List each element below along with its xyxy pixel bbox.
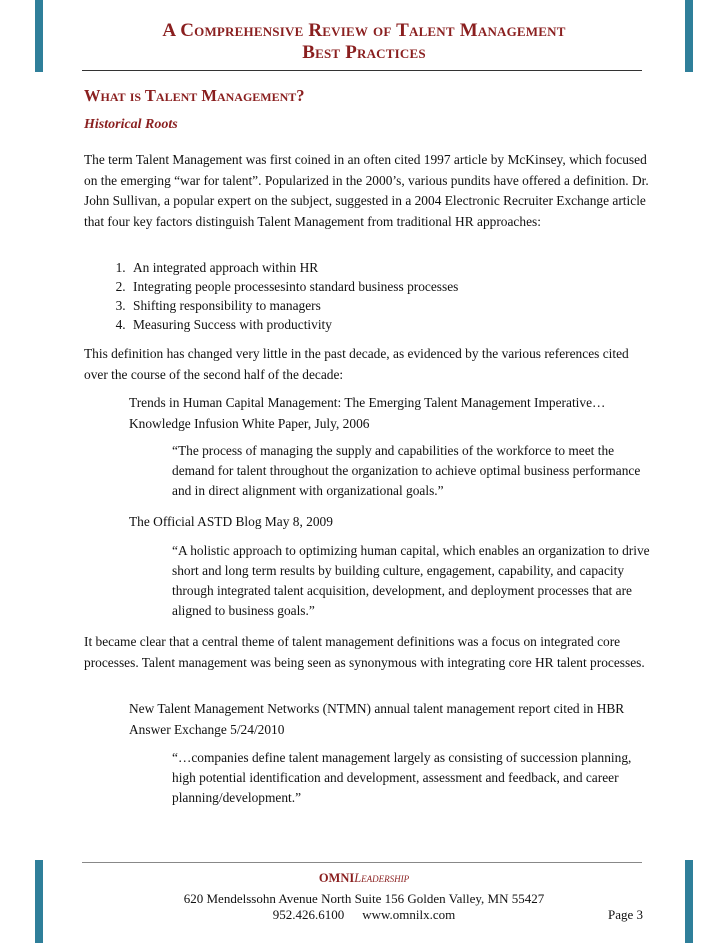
footer-address: 620 Mendelssohn Avenue North Suite 156 Golden Valley, MN 55427 — [183, 891, 545, 906]
footer-logo — [0, 871, 728, 886]
subheading: Historical Roots — [84, 117, 178, 132]
list-item: 2. Integrating people processesinto standard business processes — [129, 277, 689, 296]
footer-phone: 952.426.6100 — [272, 907, 345, 922]
key-factors-list — [84, 258, 689, 334]
definition-paragraph: This definition has changed very little in the past decade, as evidenced by the various references cited over the course of the second half of the decade: — [84, 346, 629, 382]
list-item: 1. An integrated approach within HR — [129, 258, 689, 277]
intro-paragraph: The term Talent Management was first coined in an often cited 1997 article by McKinsey, which focused on the emerging “war for talent”. Popularized in the 2000’s, various pundits have offered a definition. Dr. John Sullivan, a popular expert on the subject, suggested in a 2004 Electronic Recruiter Exchange article that four key factors distinguish Talent Management from traditional HR approaches: — [84, 152, 649, 229]
section-heading: What is Talent Management? — [84, 86, 305, 105]
quote-block: “…companies define talent management largely as consisting of succession planning, high potential identification and development, assessment and feedback, and career planning/development.” — [172, 750, 632, 805]
page-number: Page 3 — [608, 907, 644, 922]
document-title-line2: Best Practices — [302, 42, 426, 63]
footer-website[interactable]: www.omnilx.com — [362, 907, 456, 922]
header-accent-bar-left — [35, 0, 43, 72]
theme-paragraph: It became clear that a central theme of talent management definitions was a focus on integrated core processes. Talent management was being seen as synonymous with integrating core HR talent processes. — [84, 634, 645, 670]
document-title — [80, 20, 648, 64]
header-divider — [82, 70, 642, 71]
footer-divider — [82, 862, 642, 863]
logo-leadership-text: Leadership — [354, 871, 410, 885]
footer-contact — [80, 907, 648, 923]
list-item: 4. Measuring Success with productivity — [129, 315, 689, 334]
document-title-line1: A Comprehensive Review of Talent Management — [162, 20, 566, 41]
quote-block: “A holistic approach to optimizing human capital, which enables an organization to drive short and long term results by building culture, engagement, capability, and capacity through integrated talent acquisition, development, and deployment processes that are aligned to business goals.” — [172, 543, 650, 618]
logo-omni-text: OMNI — [318, 871, 355, 885]
source-citation: Trends in Human Capital Management: The Emerging Talent Management Imperative…Knowledge Infusion White Paper, July, 2006 — [129, 395, 606, 431]
header-accent-bar-right — [685, 0, 693, 72]
quote-block: “The process of managing the supply and capabilities of the workforce to meet the demand for talent throughout the organization to achieve optimal business performance and in direct alignment with organizational goals.” — [172, 443, 641, 498]
list-item: 3. Shifting responsibility to managers — [129, 296, 689, 315]
source-citation: New Talent Management Networks (NTMN) annual talent management report cited in HBR Answer Exchange 5/24/2010 — [129, 701, 625, 737]
source-citation: The Official ASTD Blog May 8, 2009 — [129, 514, 333, 529]
